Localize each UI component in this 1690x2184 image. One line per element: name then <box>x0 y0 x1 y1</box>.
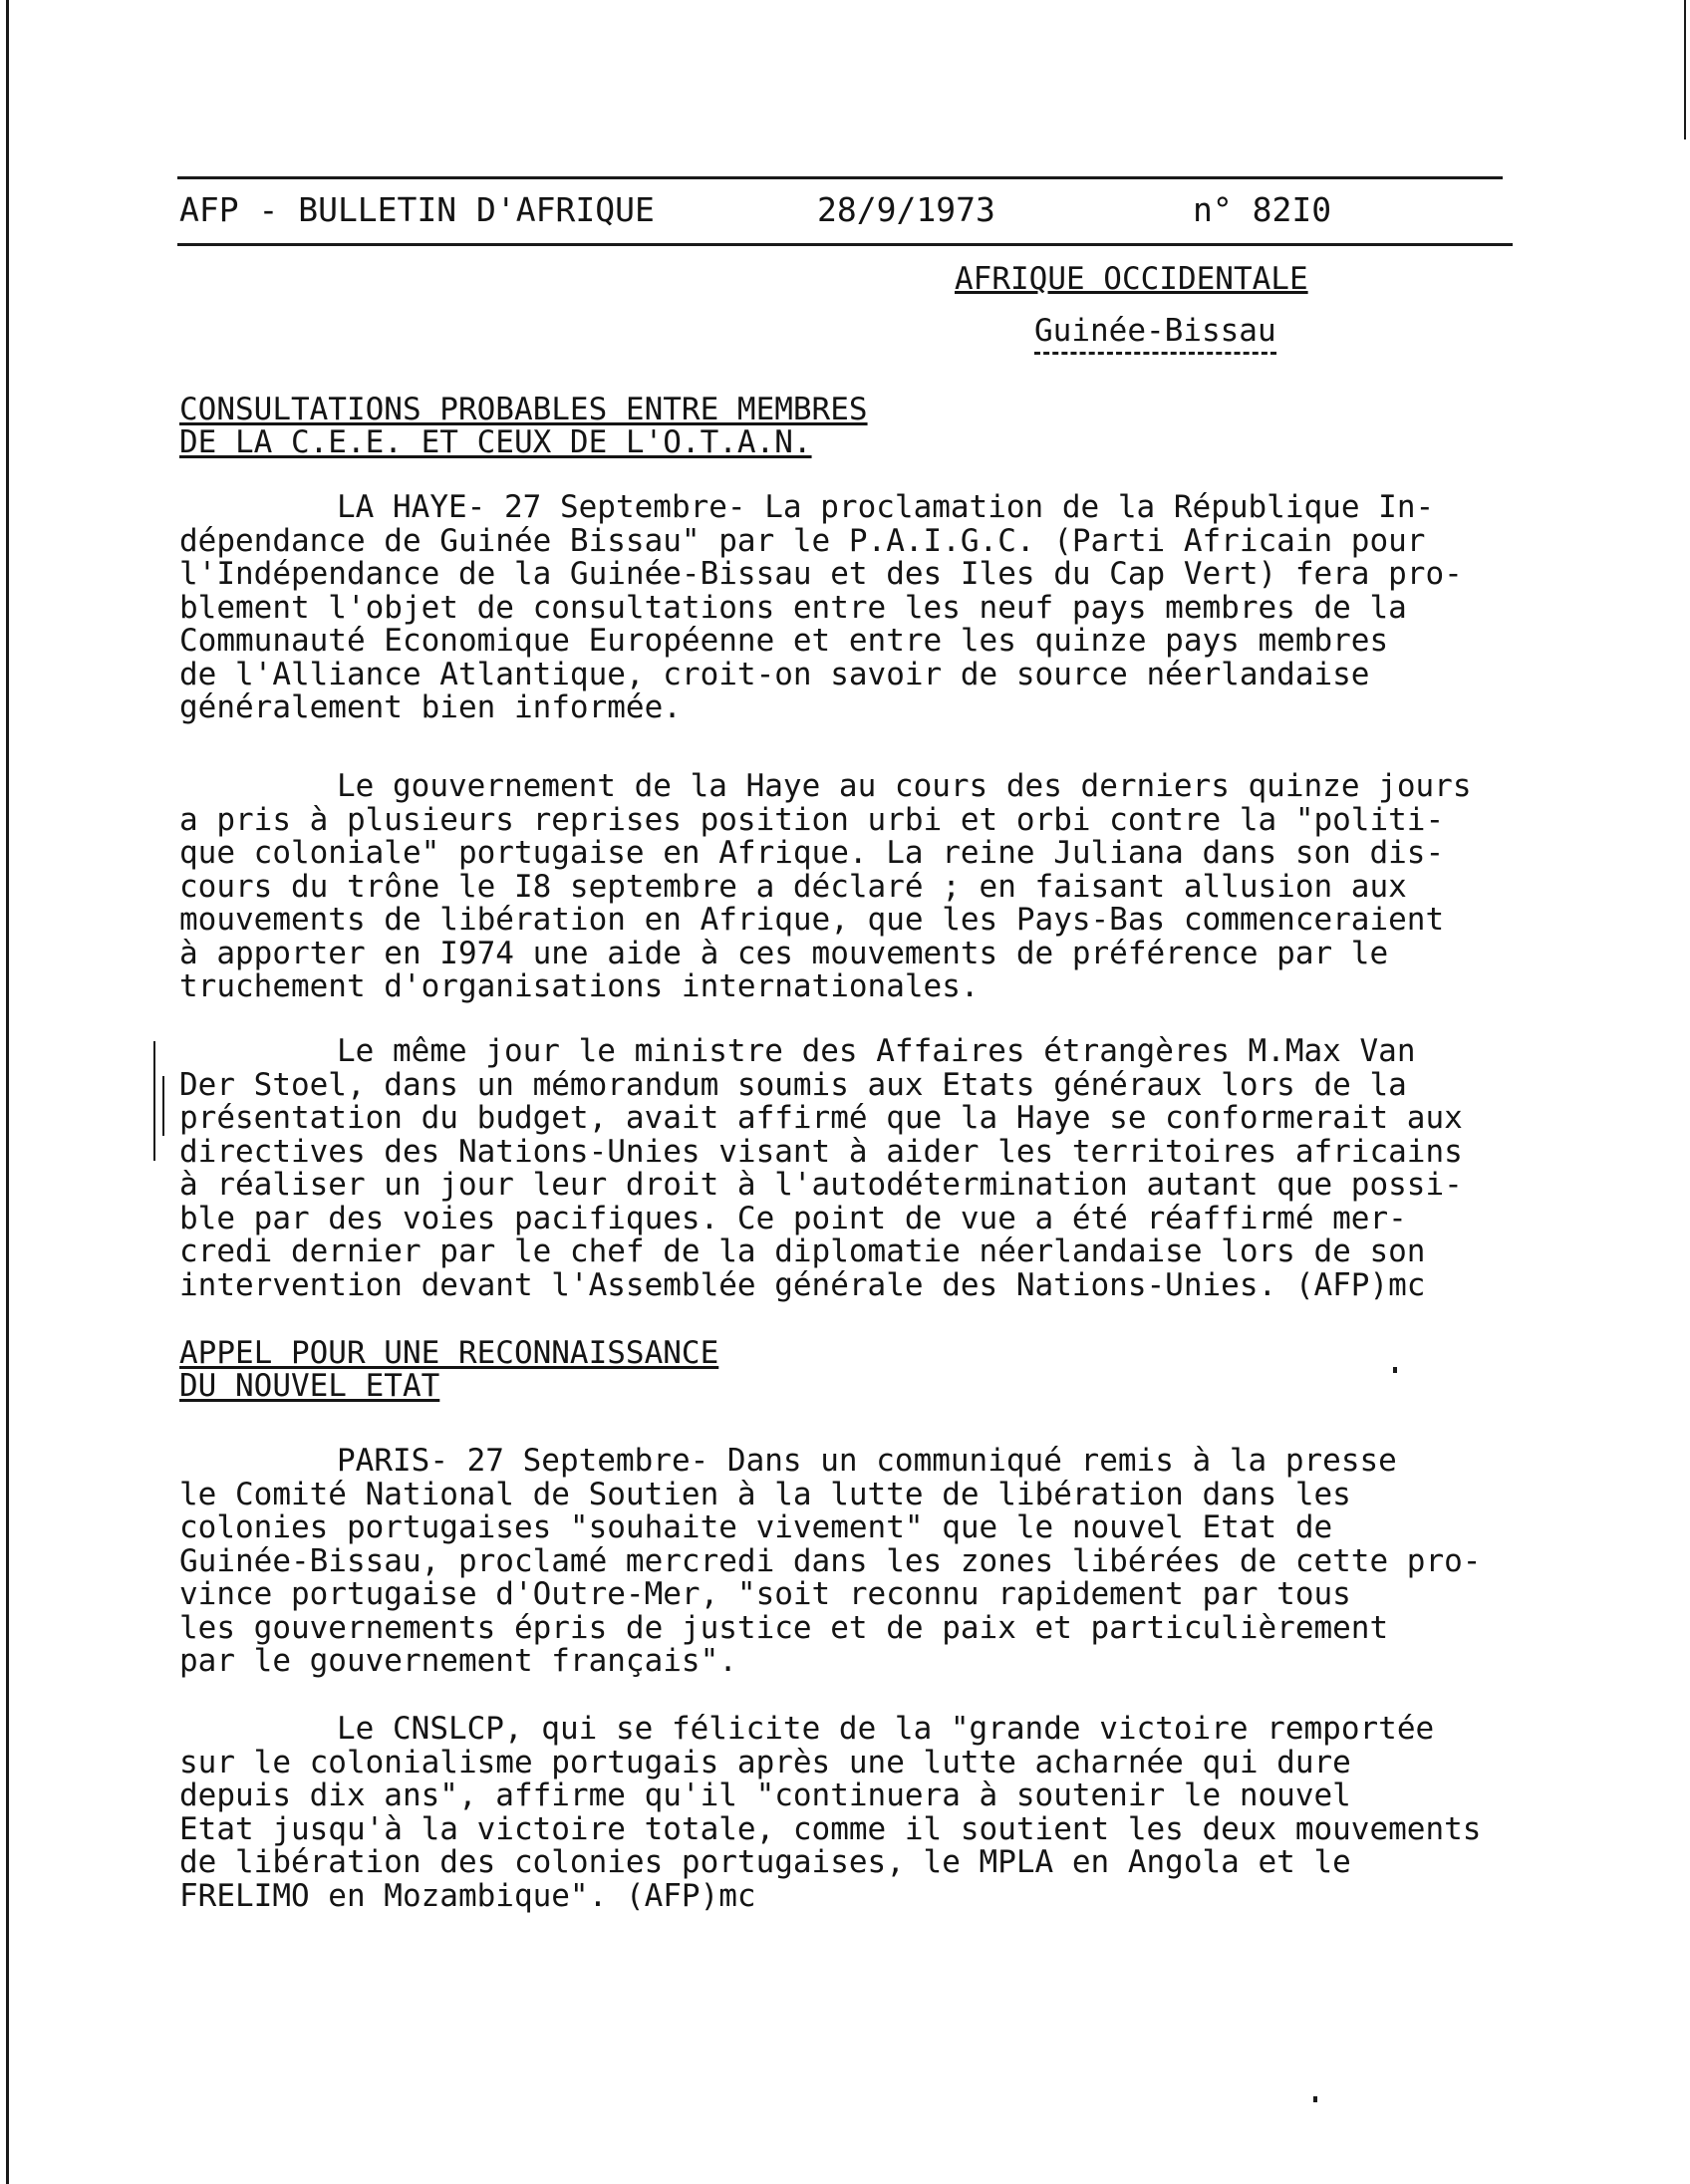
text-line: de l'Alliance Atlantique, croit-on savoir de source néerlandaise <box>179 656 1370 692</box>
text-line: colonies portugaises "souhaite vivement" que le nouvel Etat de <box>179 1509 1333 1545</box>
headline-line: DU NOUVEL ETAT <box>179 1368 440 1404</box>
text-line: à apporter en I974 une aide à ces mouvements de préférence par le <box>179 935 1389 971</box>
text-line: sur le colonialisme portugais après une lutte acharnée qui dure <box>179 1744 1351 1780</box>
article-1-paragraph-1 <box>179 491 1574 725</box>
headline-line: APPEL POUR UNE RECONNAISSANCE <box>179 1335 719 1371</box>
article-2-headline <box>179 1337 718 1403</box>
text-line: Communauté Economique Européenne et entre les quinze pays membres <box>179 623 1389 659</box>
ink-speck <box>1393 1367 1397 1373</box>
text-line: présentation du budget, avait affirmé que la Haye se conformerait aux <box>179 1100 1463 1136</box>
page-left-edge <box>6 0 9 2184</box>
text-line: les gouvernements épris de justice et de paix et particulièrement <box>179 1609 1389 1646</box>
text-line: de libération des colonies portugaises, le MPLA en Angola et le <box>179 1844 1351 1880</box>
region-label: AFRIQUE OCCIDENTALE <box>955 261 1308 297</box>
text-line: que coloniale" portugaise en Afrique. La reine Juliana dans son dis- <box>179 835 1445 871</box>
article-2-paragraph-1 <box>179 1445 1574 1679</box>
agency-label: AFP - BULLETIN D'AFRIQUE <box>179 190 655 229</box>
text-line: directives des Nations-Unies visant à aider les territoires africains <box>179 1133 1463 1170</box>
text-line: credi dernier par le chef de la diplomatie néerlandaise lors de son <box>179 1233 1426 1269</box>
text-line: Le même jour le ministre des Affaires étrangères M.Max Van <box>337 1033 1416 1069</box>
text-line: a pris à plusieurs reprises position urbi et orbi contre la "politi- <box>179 801 1445 838</box>
headline-line: CONSULTATIONS PROBABLES ENTRE MEMBRES <box>179 392 868 427</box>
header-rule-bottom <box>177 243 1513 246</box>
bulletin-number: n° 82I0 <box>1193 190 1332 229</box>
text-line: FRELIMO en Mozambique". (AFP)mc <box>179 1877 756 1914</box>
article-1-paragraph-3 <box>179 1035 1574 1302</box>
ink-speck <box>1313 2096 1317 2102</box>
text-line: vince portugaise d'Outre-Mer, "soit reconnu rapidement par tous <box>179 1576 1351 1612</box>
text-line: blement l'objet de consultations entre les neuf pays membres de la <box>179 589 1407 626</box>
text-line: truchement d'organisations internationales. <box>179 968 980 1004</box>
text-line: Guinée-Bissau, proclamé mercredi dans les zones libérées de cette pro- <box>179 1542 1482 1579</box>
text-line: dépendance de Guinée Bissau" par le P.A.I.G.C. (Parti Africain pour <box>179 522 1426 559</box>
text-line: mouvements de libération en Afrique, que les Pays-Bas commenceraient <box>179 902 1445 938</box>
article-1-paragraph-2 <box>179 770 1574 1004</box>
bulletin-date: 28/9/1973 <box>817 190 995 229</box>
text-line: depuis dix ans", affirme qu'il "continuera à soutenir le nouvel <box>179 1777 1351 1813</box>
text-line: par le gouvernement français". <box>179 1643 737 1679</box>
country-label: Guinée-Bissau <box>1034 311 1276 355</box>
text-line: le Comité National de Soutien à la lutte de libération dans les <box>179 1476 1351 1512</box>
text-line: cours du trône le I8 septembre a déclaré ; en faisant allusion aux <box>179 868 1407 905</box>
text-line: généralement bien informée. <box>179 689 682 725</box>
text-line: l'Indépendance de la Guinée-Bissau et des Iles du Cap Vert) fera pro- <box>179 556 1463 592</box>
article-2-paragraph-2 <box>179 1713 1574 1913</box>
text-line: Der Stoel, dans un mémorandum soumis aux Etats généraux lors de la <box>179 1066 1407 1103</box>
bulletin-header <box>179 187 1475 233</box>
text-line: intervention devant l'Assemblée générale des Nations-Unies. (AFP)mc <box>179 1266 1426 1303</box>
text-line: PARIS- 27 Septembre- Dans un communiqué remis à la presse <box>337 1443 1397 1479</box>
headline-line: DE LA C.E.E. ET CEUX DE L'O.T.A.N. <box>179 424 812 460</box>
article-1-headline <box>179 394 868 459</box>
text-line: à réaliser un jour leur droit à l'autodétermination autant que possi- <box>179 1167 1463 1203</box>
margin-mark <box>153 1041 155 1161</box>
text-line: Le CNSLCP, qui se félicite de la "grande victoire remportée <box>337 1711 1435 1747</box>
page-right-edge <box>1684 0 1686 139</box>
margin-mark <box>162 1076 164 1136</box>
text-line: ble par des voies pacifiques. Ce point de vue a été réaffirmé mer- <box>179 1200 1407 1236</box>
text-line: LA HAYE- 27 Septembre- La proclamation de la République In- <box>337 489 1435 525</box>
text-line: Le gouvernement de la Haye au cours des derniers quinze jours <box>337 768 1472 804</box>
header-rule-top <box>177 176 1503 179</box>
text-line: Etat jusqu'à la victoire totale, comme il soutient les deux mouvements <box>179 1810 1482 1847</box>
